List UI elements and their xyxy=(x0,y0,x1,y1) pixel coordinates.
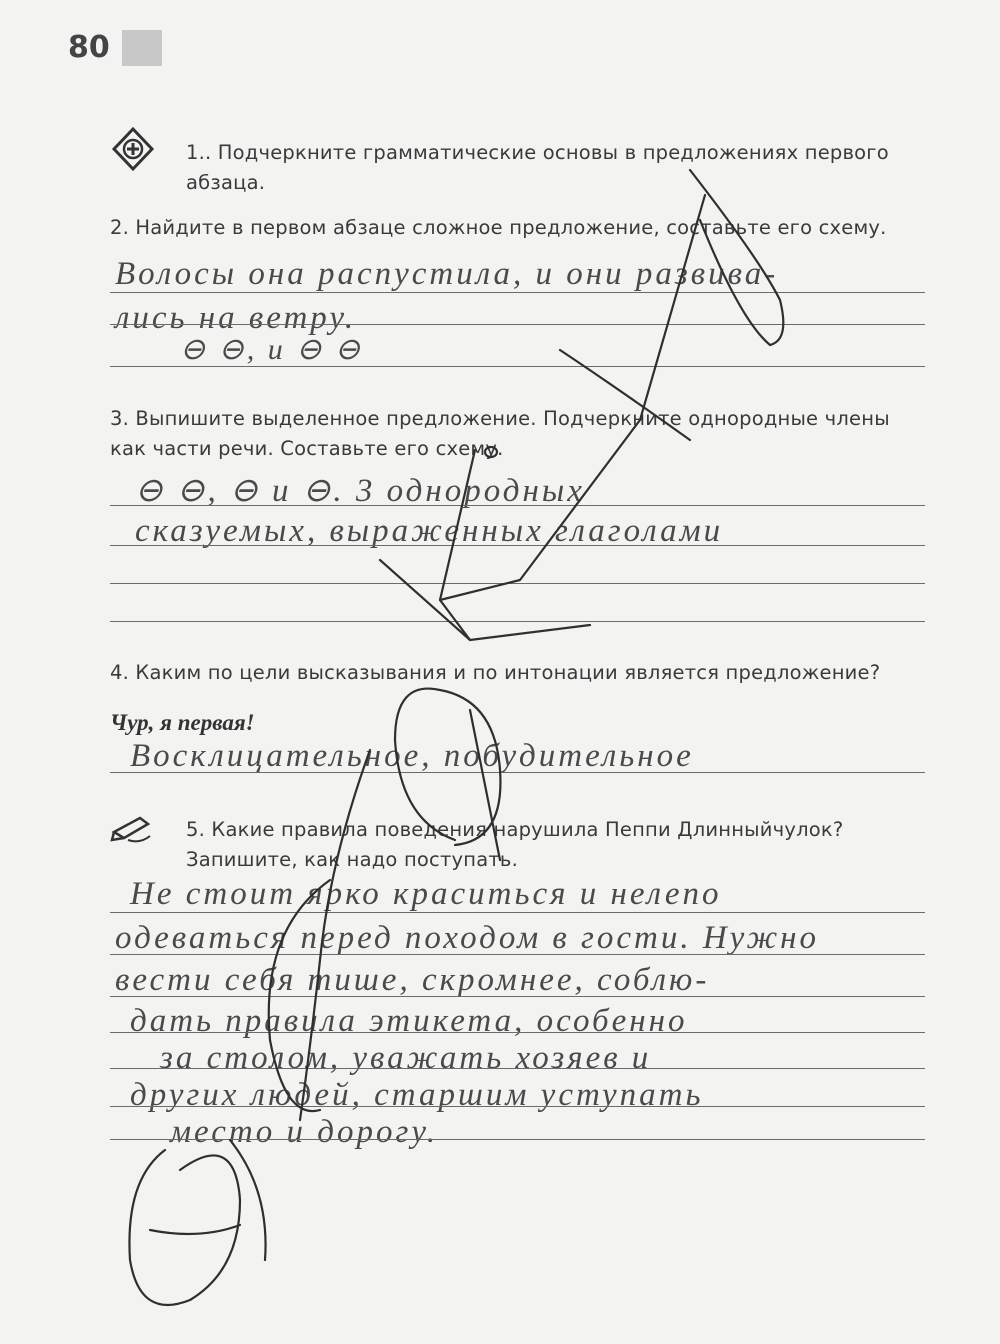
task-3 xyxy=(110,404,925,464)
ruled-line xyxy=(110,292,925,293)
ruled-line xyxy=(110,505,925,506)
ruled-line xyxy=(110,954,925,955)
ruled-line xyxy=(110,1106,925,1107)
answer-3-line-2: сказуемых, выраженных глаголами xyxy=(135,513,724,549)
ruled-line xyxy=(110,324,925,325)
answer-2-line-2: лись на ветру. xyxy=(115,300,357,336)
scribble-stroke xyxy=(380,560,590,640)
task-4 xyxy=(110,658,925,688)
ruled-line xyxy=(110,1139,925,1140)
task-2 xyxy=(110,213,925,243)
answer-5-line-6: других людей, старшим уступать xyxy=(130,1077,704,1113)
page-tab-marker xyxy=(122,30,162,66)
ruled-line xyxy=(110,583,925,584)
scribble-stroke xyxy=(230,1140,266,1260)
ruled-line xyxy=(110,366,925,367)
task-3-text: 3. Выпишите выделенное предложение. Подчеркните однородные члены как части речи. Составьте его схему. xyxy=(110,407,890,460)
ruled-line xyxy=(110,996,925,997)
page-number: 80 xyxy=(68,30,110,65)
answer-5-line-7: место и дорогу. xyxy=(170,1114,439,1150)
ruled-line xyxy=(110,1032,925,1033)
answer-5-line-4: дать правила этикета, особенно xyxy=(130,1003,688,1039)
scribble-stroke xyxy=(150,1225,240,1234)
ruled-line xyxy=(110,772,925,773)
scribble-stroke xyxy=(129,1150,240,1305)
answer-5-line-3: вести себя тише, скромнее, соблю- xyxy=(115,962,710,998)
ruled-line xyxy=(110,621,925,622)
task-4-text: 4. Каким по цели высказывания и по интонации является предложение? xyxy=(110,661,881,684)
task-5-text: 5. Какие правила поведения нарушила Пеппи Длинныйчулок? Запишите, как надо поступать. xyxy=(186,818,844,871)
answer-5-line-2: одеваться перед походом в гости. Нужно xyxy=(115,920,820,956)
task-2-text: 2. Найдите в первом абзаце сложное предложение, составьте его схему. xyxy=(110,216,887,239)
answer-5-line-1: Не стоит ярко краситься и нелепо xyxy=(130,876,722,912)
task-1 xyxy=(110,138,925,198)
answer-2-line-1: Волосы она распустила, и они развива- xyxy=(115,256,779,292)
answer-5-line-5: за столом, уважать хозяев и xyxy=(160,1040,652,1076)
task-5 xyxy=(110,815,925,875)
answer-3-line-1: ⊖ ⊖, ⊖ и ⊖. 3 однородных xyxy=(135,473,585,509)
ruled-line xyxy=(110,1068,925,1069)
task-1-text: 1.. Подчеркните грамматические основы в предложениях первого абзаца. xyxy=(186,141,889,194)
task-4-quote: Чур, я первая! xyxy=(110,710,255,735)
answer-2-scheme: ⊖ ⊖, и ⊖ ⊖ xyxy=(180,333,364,366)
answer-4-line-1: Восклицательное, побудительное xyxy=(130,738,694,774)
ruled-line xyxy=(110,545,925,546)
ruled-line xyxy=(110,912,925,913)
